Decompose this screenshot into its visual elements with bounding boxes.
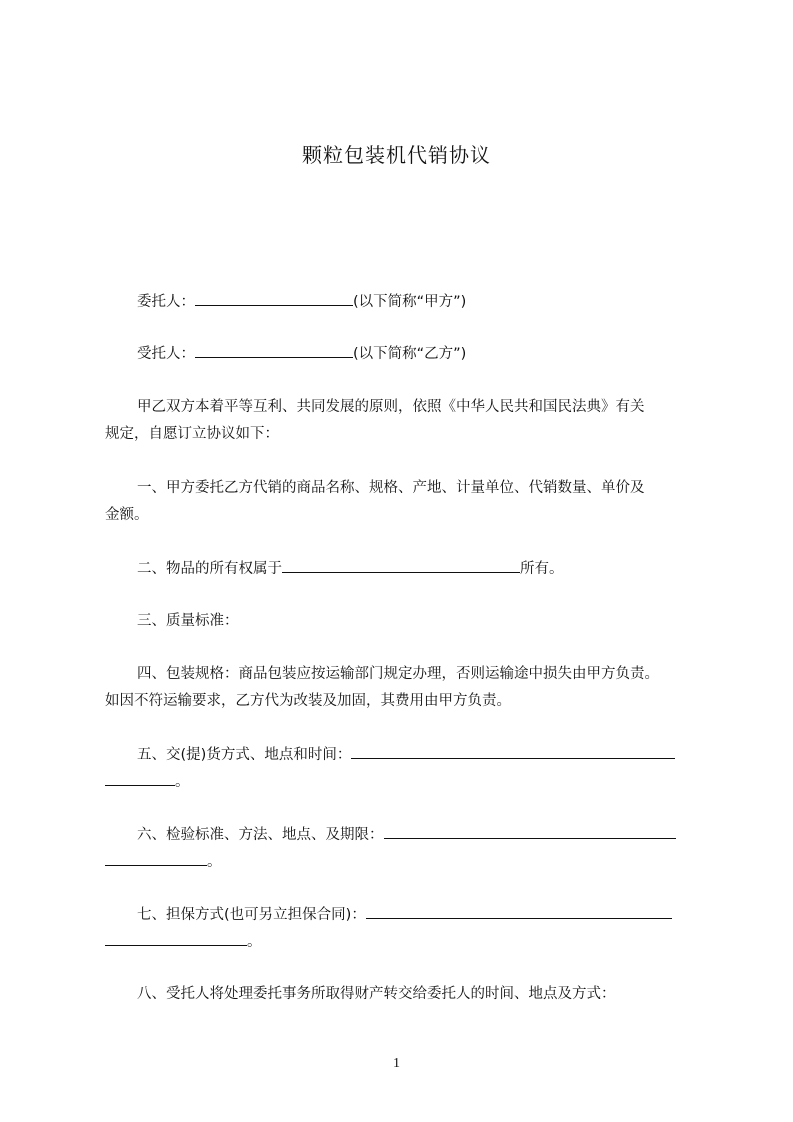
clause-2-tail: 所有。 [520, 561, 564, 577]
principal-blank[interactable] [195, 291, 353, 306]
clause-6-text: 六、检验标准、方法、地点、及期限： [137, 827, 384, 843]
delivery-blank[interactable] [351, 744, 675, 759]
clause-2-text: 二、物品的所有权属于 [137, 561, 282, 577]
document-title: 颗粒包装机代销协议 [302, 143, 491, 167]
guarantee-blank-cont[interactable] [105, 931, 247, 946]
agent-note: (以下简称“乙方”) [353, 346, 467, 362]
clause-6-tail: 。 [207, 854, 222, 870]
clause-2 [137, 558, 564, 579]
clause-5 [137, 744, 675, 765]
clause-6-cont [105, 851, 222, 872]
principal-label: 委托人： [137, 294, 195, 310]
agent-line [137, 343, 466, 364]
clause-4-line-2: 如因不符运输要求，乙方代为改装及加固，其费用由甲方负责。 [105, 693, 511, 709]
clause-3: 三、质量标准： [137, 613, 239, 629]
clause-7 [137, 904, 672, 925]
clause-7-cont [105, 931, 262, 952]
delivery-blank-cont[interactable] [105, 771, 175, 786]
inspection-blank[interactable] [384, 824, 676, 839]
clause-8: 八、受托人将处理委托事务所取得财产转交给委托人的时间、地点及方式： [137, 986, 616, 1002]
guarantee-blank[interactable] [366, 904, 672, 919]
owner-blank[interactable] [282, 558, 520, 573]
clause-4-line-1: 四、包装规格：商品包装应按运输部门规定办理，否则运输途中损失由甲方负责。 [137, 666, 659, 682]
clause-1-line-1: 一、甲方委托乙方代销的商品名称、规格、产地、计量单位、代销数量、单价及 [137, 480, 645, 496]
principal-note: (以下简称“甲方”) [353, 294, 467, 310]
clause-6 [137, 824, 676, 845]
agent-label: 受托人： [137, 346, 195, 362]
clause-1-line-2: 金额。 [105, 507, 149, 523]
intro-line-2: 规定，自愿订立协议如下： [105, 426, 279, 442]
clause-7-text: 七、担保方式(也可另立担保合同)： [137, 907, 366, 923]
clause-5-text: 五、交(提)货方式、地点和时间： [137, 747, 352, 763]
intro-line-1: 甲乙双方本着平等互利、共同发展的原则，依照《中华人民共和国民法典》有关 [137, 399, 645, 415]
inspection-blank-cont[interactable] [105, 851, 207, 866]
clause-5-tail: 。 [175, 774, 190, 790]
page-number: 1 [393, 1056, 400, 1071]
principal-line [137, 291, 466, 312]
clause-5-cont [105, 771, 190, 792]
agent-blank[interactable] [195, 343, 353, 358]
clause-7-tail: 。 [247, 934, 262, 950]
